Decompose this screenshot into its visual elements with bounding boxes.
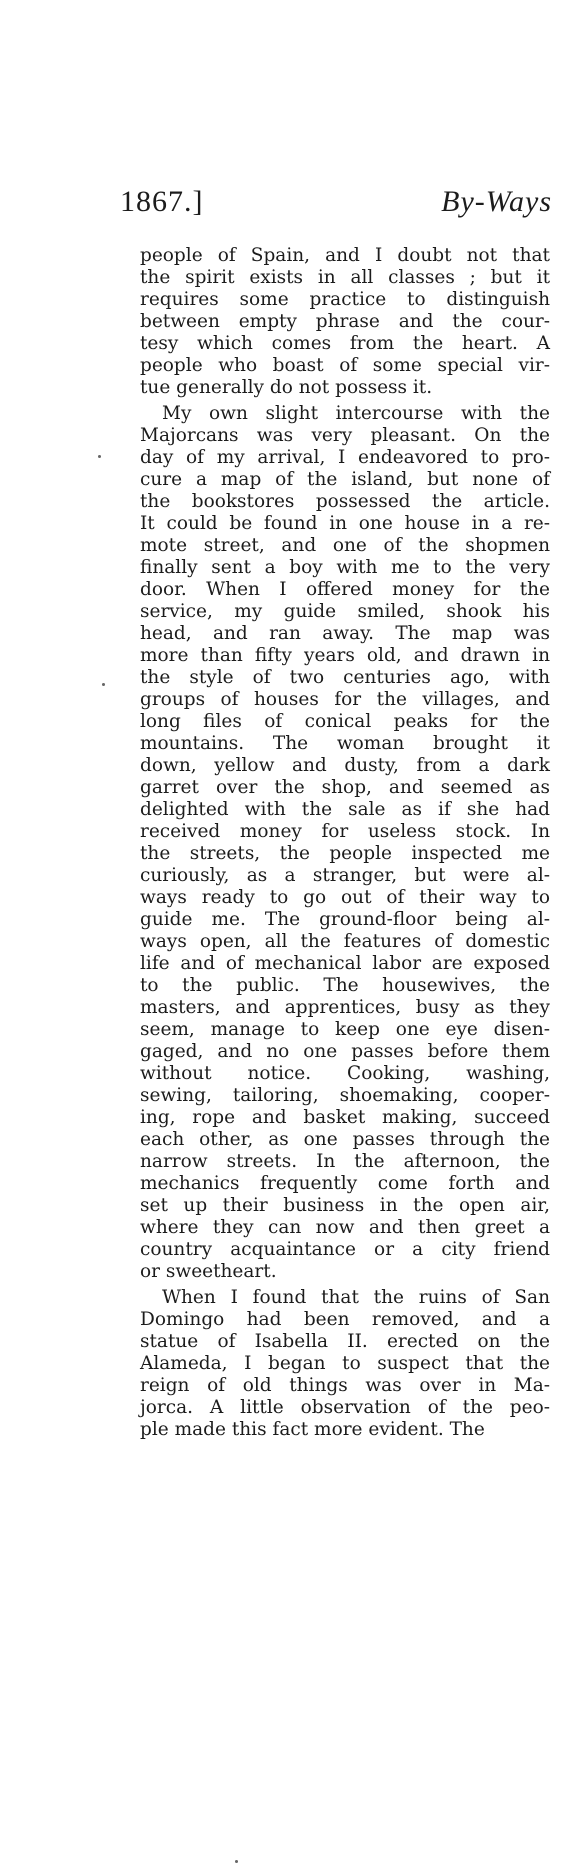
text-line: each other, as one passes through the	[140, 1129, 550, 1150]
text-line: tue generally do not possess it.	[140, 377, 433, 398]
text-line: sewing, tailoring, shoemaking, cooper-	[140, 1085, 550, 1106]
text-line: mechanics frequently come forth and	[140, 1173, 550, 1194]
text-line: long files of conical peaks for the	[140, 711, 550, 732]
text-line: finally sent a boy with me to the very	[140, 557, 550, 578]
text-line: life and of mechanical labor are exposed	[140, 953, 550, 974]
paragraph	[140, 403, 550, 1283]
text-line: seem, manage to keep one eye disen-	[140, 1019, 550, 1040]
text-line: to the public. The housewives, the	[140, 975, 550, 996]
print-speck	[98, 455, 101, 458]
paragraph	[140, 1287, 550, 1441]
text-line: more than fifty years old, and drawn in	[140, 645, 550, 666]
text-line: head, and ran away. The map was	[140, 623, 550, 644]
text-line: guide me. The ground-floor being al-	[140, 909, 550, 930]
running-title: By-Ways	[441, 185, 552, 218]
text-line: narrow streets. In the afternoon, the	[140, 1151, 550, 1172]
text-line: people who boast of some special vir-	[140, 355, 550, 376]
text-line: ways ready to go out of their way to	[140, 887, 550, 908]
paragraph	[140, 245, 550, 399]
text-line: the spirit exists in all classes ; but it	[140, 267, 550, 288]
text-line: Majorcans was very pleasant. On the	[140, 425, 550, 446]
print-speck	[102, 683, 105, 686]
text-line: ing, rope and basket making, succeed	[140, 1107, 550, 1128]
text-line: day of my arrival, I endeavored to pro-	[140, 447, 550, 468]
text-line: reign of old things was over in Ma-	[140, 1375, 550, 1396]
text-line: groups of houses for the villages, and	[140, 689, 550, 710]
text-line: mote street, and one of the shopmen	[140, 535, 550, 556]
text-line: door. When I offered money for the	[140, 579, 550, 600]
text-line: My own slight intercourse with the	[162, 403, 550, 424]
page-year: 1867.]	[120, 185, 204, 218]
text-line: ple made this fact more evident. The	[140, 1419, 485, 1440]
text-line: between empty phrase and the cour-	[140, 311, 550, 332]
text-line: or sweetheart.	[140, 1261, 277, 1282]
text-line: the style of two centuries ago, with	[140, 667, 550, 688]
text-line: delighted with the sale as if she had	[140, 799, 550, 820]
text-line: cure a map of the island, but none of	[140, 469, 550, 490]
text-line: ways open, all the features of domestic	[140, 931, 550, 952]
text-line: the streets, the people inspected me	[140, 843, 550, 864]
text-line: set up their business in the open air,	[140, 1195, 550, 1216]
text-line: jorca. A little observation of the peo-	[140, 1397, 550, 1418]
text-line: service, my guide smiled, shook his	[140, 601, 550, 622]
body-text	[140, 245, 550, 1441]
text-line: requires some practice to distinguish	[140, 289, 550, 310]
text-line: received money for useless stock. In	[140, 821, 550, 842]
text-line: tesy which comes from the heart. A	[140, 333, 550, 354]
text-line: Alameda, I began to suspect that the	[140, 1353, 550, 1374]
text-line: Domingo had been removed, and a	[140, 1309, 550, 1330]
text-line: statue of Isabella II. erected on the	[140, 1331, 550, 1352]
text-line: country acquaintance or a city friend	[140, 1239, 550, 1260]
text-line: garret over the shop, and seemed as	[140, 777, 550, 798]
text-line: It could be found in one house in a re-	[140, 513, 550, 534]
page-header	[0, 185, 566, 225]
text-line: down, yellow and dusty, from a dark	[140, 755, 550, 776]
text-line: where they can now and then greet a	[140, 1217, 550, 1238]
text-line: curiously, as a stranger, but were al-	[140, 865, 550, 886]
text-line: gaged, and no one passes before them	[140, 1041, 550, 1062]
text-line: When I found that the ruins of San	[162, 1287, 550, 1308]
text-line: mountains. The woman brought it	[140, 733, 550, 754]
text-line: people of Spain, and I doubt not that	[140, 245, 550, 266]
print-speck	[235, 1860, 238, 1863]
text-line: masters, and apprentices, busy as they	[140, 997, 550, 1018]
text-line: the bookstores possessed the article.	[140, 491, 550, 512]
text-line: without notice. Cooking, washing,	[140, 1063, 550, 1084]
